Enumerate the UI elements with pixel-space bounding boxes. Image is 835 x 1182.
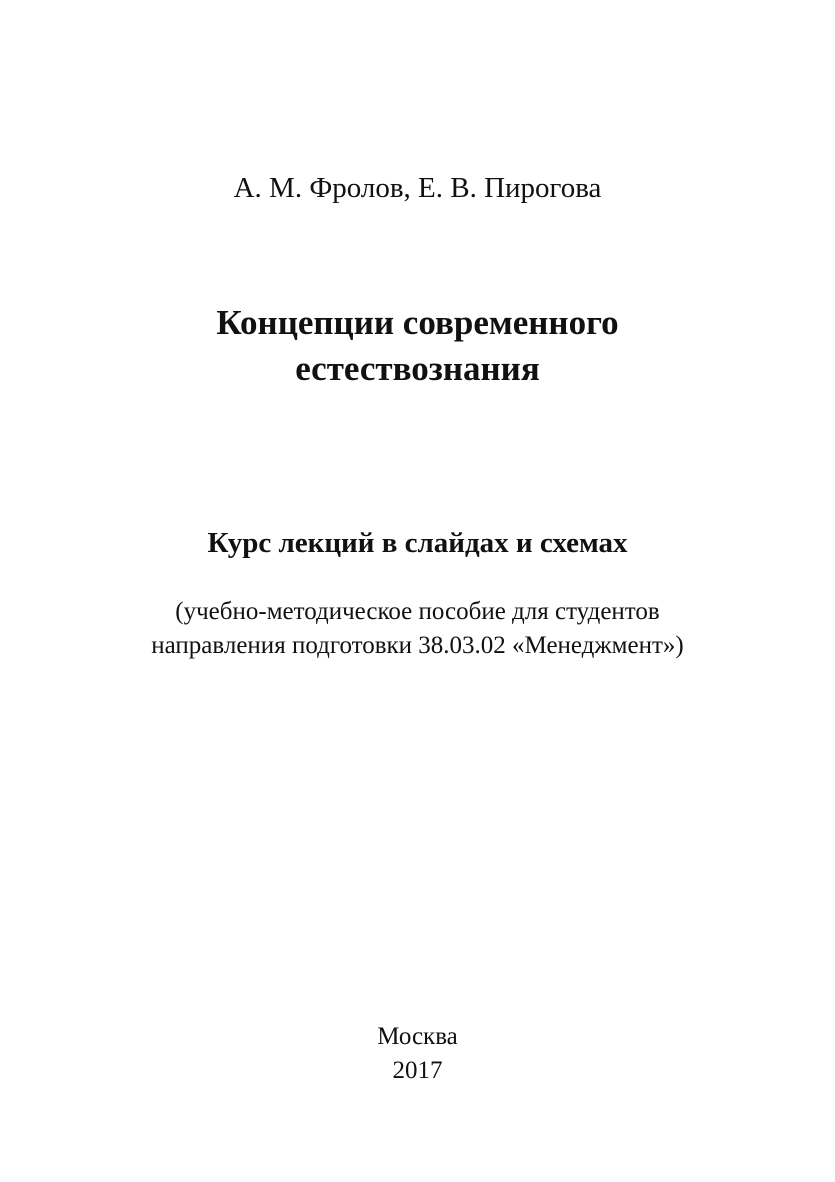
authors: А. М. Фролов, Е. В. Пирогова xyxy=(233,172,602,204)
book-description-line-1: (учебно-методическое пособие для студентов xyxy=(175,598,660,625)
book-subtitle: Курс лекций в слайдах и схемах xyxy=(207,527,628,559)
book-description xyxy=(0,595,835,663)
book-title-line-2: естествознания xyxy=(295,349,540,388)
publication-city: Москва xyxy=(377,1023,458,1050)
publication-year: 2017 xyxy=(392,1057,443,1084)
book-description-line-2: направления подготовки 38.03.02 «Менеджмент») xyxy=(151,632,684,659)
book-title xyxy=(0,300,835,392)
book-title-line-1: Концепции современного xyxy=(216,303,619,342)
